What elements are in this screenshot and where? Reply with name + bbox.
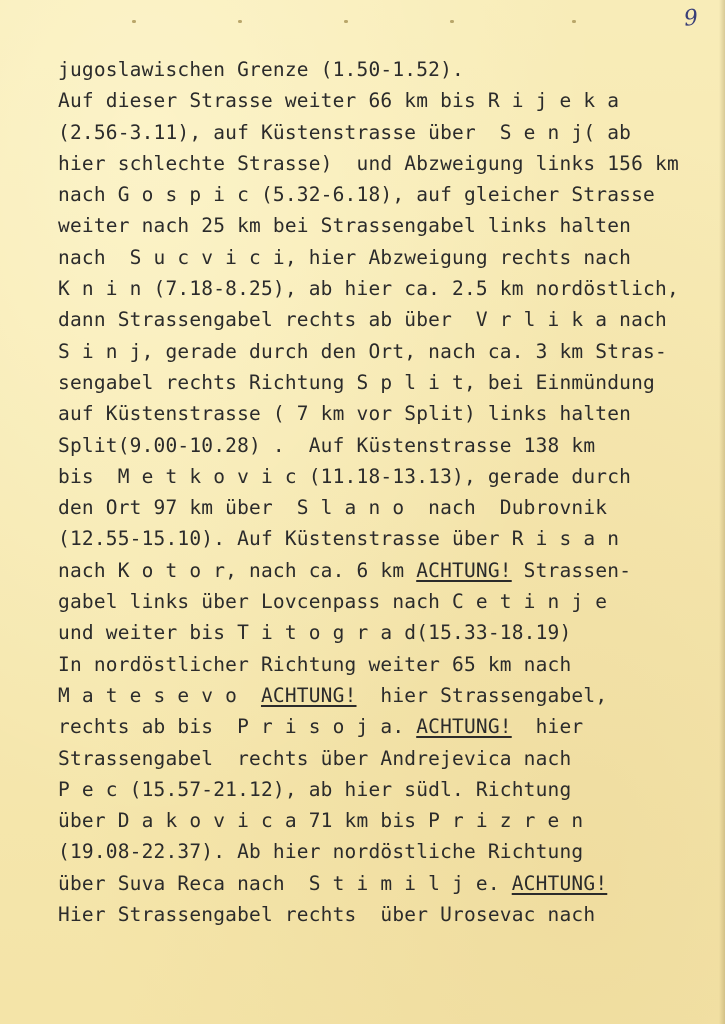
- text-line: [58, 273, 679, 304]
- text-segment: K n i n (7.18-8.25), ab hier ca. 2.5 km nordöstlich,: [58, 277, 679, 301]
- text-segment: rechts ab bis P r i s o j a.: [58, 715, 417, 739]
- page-number: 9: [682, 5, 700, 32]
- text-segment: (19.08-22.37). Ab hier nordöstliche Richtung: [58, 840, 584, 864]
- text-segment: Hier Strassengabel rechts über Urosevac nach: [58, 903, 596, 927]
- text-segment: den Ort 97 km über S l a n o nach Dubrovnik: [58, 496, 608, 520]
- text-segment: Strassengabel rechts über Andrejevica nach: [58, 746, 572, 770]
- punch-mark: [344, 20, 348, 23]
- text-segment: und weiter bis T i t o g r a d(15.33-18.19): [58, 621, 572, 645]
- text-segment: M a t e s e v o: [58, 683, 261, 707]
- text-segment: hier: [511, 715, 584, 739]
- text-segment: P e c (15.57-21.12), ab hier südl. Richtung: [58, 777, 572, 801]
- text-line: [58, 117, 679, 148]
- text-segment: S i n j, gerade durch den Ort, nach ca. 3 km Stras-: [58, 339, 667, 363]
- text-line: [58, 774, 679, 805]
- punch-mark: [450, 20, 454, 23]
- text-segment: nach K o t o r, nach ca. 6 km: [58, 558, 417, 582]
- text-segment: nach S u c v i c i, hier Abzweigung rechts nach: [58, 245, 632, 269]
- text-line: [58, 586, 679, 617]
- text-segment: bis M e t k o v i c (11.18-13.13), gerade durch: [58, 464, 632, 488]
- text-segment: (12.55-15.10). Auf Küstenstrasse über R i s a n: [58, 527, 620, 551]
- text-line: [58, 210, 679, 241]
- text-segment: weiter nach 25 km bei Strassengabel links halten: [58, 214, 632, 238]
- text-line: [58, 242, 679, 273]
- text-segment: auf Küstenstrasse ( 7 km vor Split) links halten: [58, 402, 632, 426]
- text-line: [58, 523, 679, 554]
- page-edge-shadow: [719, 0, 725, 1024]
- text-segment: gabel links über Lovcenpass nach C e t i n j e: [58, 590, 608, 614]
- typed-text-body: [58, 54, 679, 930]
- punch-mark: [132, 20, 136, 23]
- text-segment: Split(9.00-10.28) . Auf Küstenstrasse 138 km: [58, 433, 596, 457]
- text-segment: jugoslawischen Grenze (1.50-1.52).: [58, 58, 464, 81]
- text-line: [58, 54, 679, 85]
- text-line: [58, 836, 679, 867]
- text-segment: über Suva Reca nach S t i m i l j e.: [58, 871, 512, 895]
- text-segment: In nordöstlicher Richtung weiter 65 km nach: [58, 652, 572, 676]
- text-segment: Strassen-: [511, 558, 632, 582]
- text-line: [58, 179, 679, 210]
- text-line: [58, 430, 679, 461]
- text-line: [58, 868, 679, 899]
- text-line: [58, 492, 679, 523]
- text-line: [58, 461, 679, 492]
- underlined-warning: ACHTUNG!: [260, 683, 357, 707]
- underlined-warning: ACHTUNG!: [511, 871, 608, 895]
- text-line: [58, 85, 679, 116]
- underlined-warning: ACHTUNG!: [416, 715, 512, 739]
- text-segment: hier Strassengabel,: [356, 683, 608, 707]
- underlined-warning: ACHTUNG!: [416, 558, 512, 582]
- text-line: [58, 649, 679, 680]
- text-line: [58, 555, 679, 586]
- text-line: [58, 743, 679, 774]
- text-line: [58, 711, 679, 742]
- text-line: [58, 617, 679, 648]
- text-segment: dann Strassengabel rechts ab über V r l i k a nach: [58, 308, 667, 332]
- text-line: [58, 367, 679, 398]
- text-segment: (2.56-3.11), auf Küstenstrasse über S e n j( ab: [58, 120, 632, 144]
- text-line: [58, 398, 679, 429]
- text-segment: hier schlechte Strasse) und Abzweigung links 156 km: [58, 151, 679, 175]
- text-line: [58, 304, 679, 335]
- text-line: [58, 336, 679, 367]
- text-line: [58, 680, 679, 711]
- text-line: [58, 148, 679, 179]
- text-line: [58, 805, 679, 836]
- text-line: [58, 899, 679, 930]
- text-segment: Auf dieser Strasse weiter 66 km bis R i j e k a: [58, 89, 620, 113]
- punch-mark: [572, 20, 576, 23]
- text-segment: über D a k o v i c a 71 km bis P r i z r e n: [58, 809, 584, 833]
- punch-mark: [238, 20, 242, 23]
- text-segment: sengabel rechts Richtung S p l i t, bei Einmündung: [58, 370, 655, 394]
- text-segment: nach G o s p i c (5.32-6.18), auf gleicher Strasse: [58, 183, 655, 207]
